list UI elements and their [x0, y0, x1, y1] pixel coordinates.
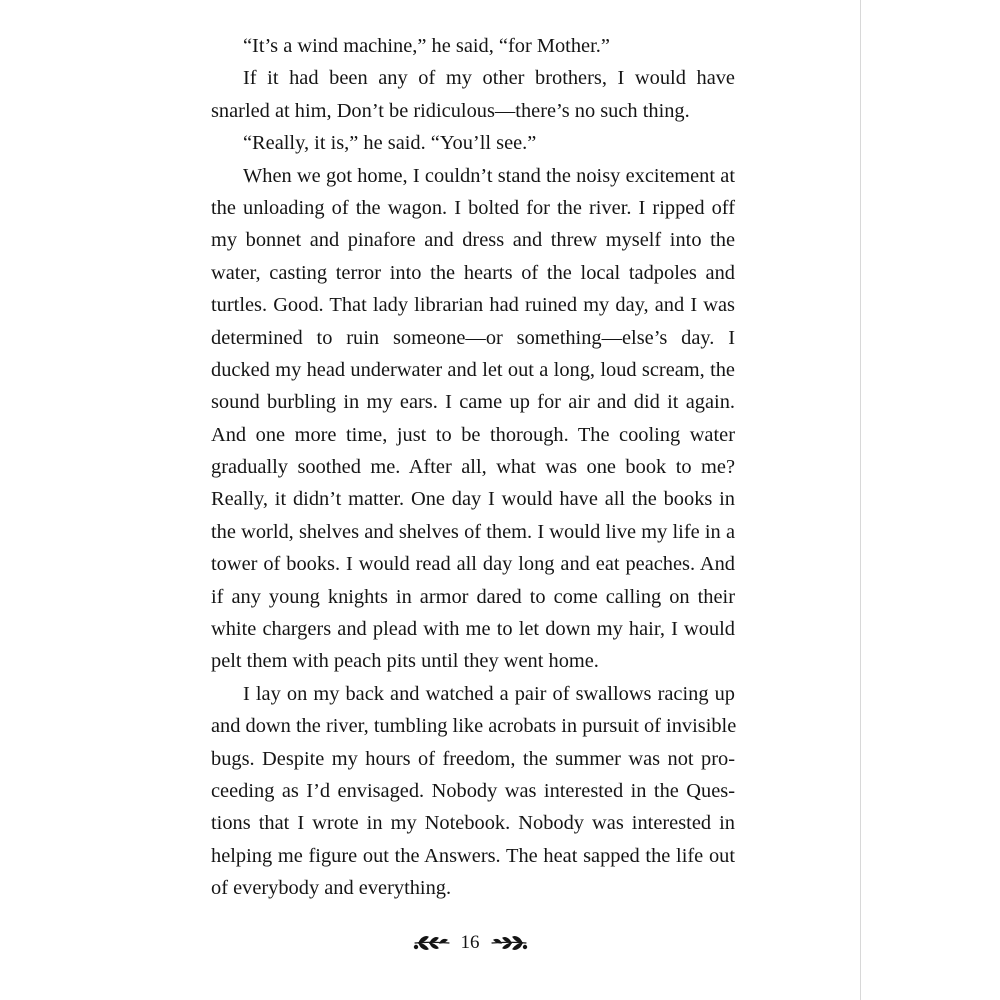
text-line: pelt them with peach pits until they went home.: [211, 650, 599, 673]
text-line: bugs. Despite my hours of freedom, the summer was not pro-: [211, 747, 735, 770]
text-line: If it had been any of my other brothers, I would have: [243, 67, 735, 90]
text-line: ceeding as I’d envisaged. Nobody was interested in the Ques-: [211, 779, 735, 802]
leaf-ornament-right-icon: [490, 933, 528, 953]
text-line: ducked my head underwater and let out a long, loud scream, the: [211, 358, 735, 381]
text-line: the unloading of the wagon. I bolted for the river. I ripped off: [211, 196, 735, 219]
text-line: Really, it didn’t matter. One day I would have all the books in: [211, 488, 735, 511]
text-line: water, casting terror into the hearts of the local tadpoles and: [211, 261, 735, 284]
text-line: tions that I wrote in my Notebook. Nobody was interested in: [211, 812, 735, 835]
page-edge-divider: [860, 0, 861, 1000]
text-line: “Really, it is,” he said. “You’ll see.”: [243, 132, 537, 155]
text-line: And one more time, just to be thorough. The cooling water: [211, 423, 735, 446]
text-line: tower of books. I would read all day long and eat peaches. And: [211, 553, 735, 576]
text-line: “It’s a wind machine,” he said, “for Mother.”: [243, 35, 610, 57]
text-line: I lay on my back and watched a pair of swallows racing up: [243, 682, 735, 705]
text-line: the world, shelves and shelves of them. I would live my life in a: [211, 520, 735, 543]
text-line: snarled at him, Don’t be ridiculous—there’s no such thing.: [211, 99, 690, 122]
text-line: gradually soothed me. After all, what was one book to me?: [211, 456, 735, 479]
text-line: When we got home, I couldn’t stand the noisy excitement at: [243, 164, 735, 187]
body-text: [211, 30, 735, 905]
page-number: 16: [460, 932, 480, 953]
text-line: white chargers and plead with me to let down my hair, I would: [211, 618, 735, 641]
text-line: of everybody and everything.: [211, 877, 452, 900]
text-line: determined to ruin someone—or something—else’s day. I: [211, 326, 735, 349]
text-line: helping me figure out the Answers. The heat sapped the life out: [211, 844, 735, 867]
leaf-ornament-left-icon: [413, 933, 451, 953]
page-footer: [410, 928, 530, 958]
text-line: my bonnet and pinafore and dress and threw myself into the: [211, 229, 735, 252]
text-line: turtles. Good. That lady librarian had ruined my day, and I was: [211, 294, 735, 317]
text-line: if any young knights in armor dared to come calling on their: [211, 585, 735, 608]
text-line: and down the river, tumbling like acrobats in pursuit of invisible: [211, 715, 737, 738]
text-line: sound burbling in my ears. I came up for air and did it again.: [211, 391, 735, 414]
